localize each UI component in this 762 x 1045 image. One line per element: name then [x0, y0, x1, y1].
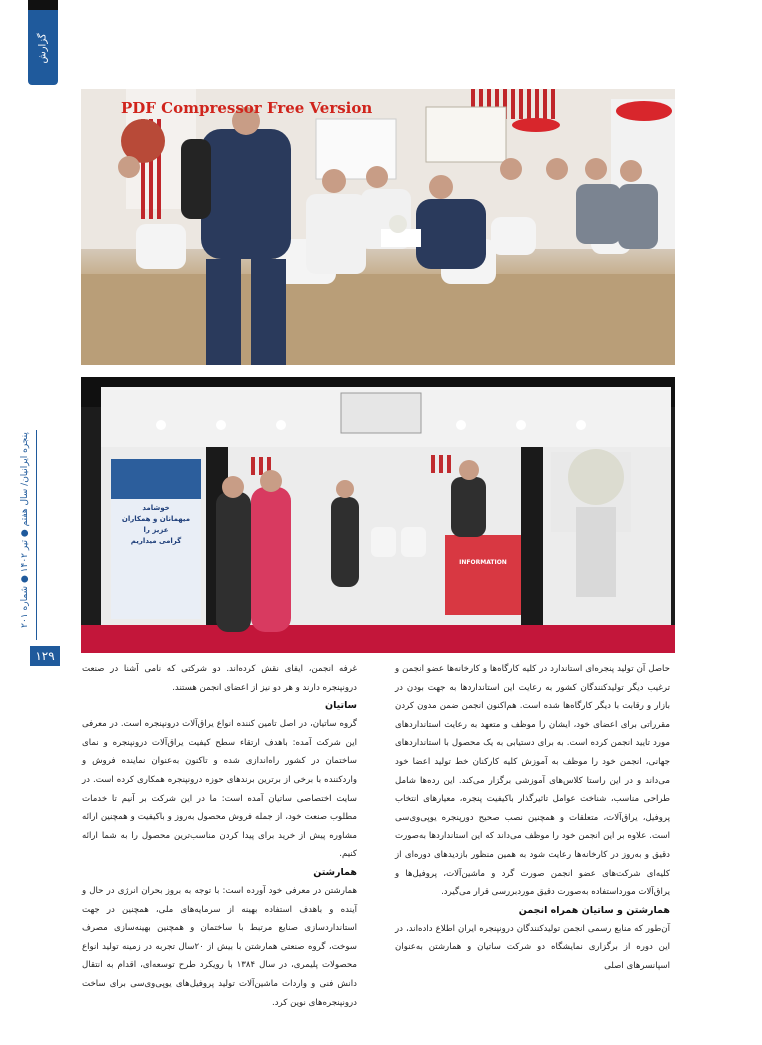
section-tab — [28, 10, 58, 85]
section-tab-label: گزارش — [37, 33, 49, 64]
paragraph: حاصل آن تولید پنجره‌ای استاندارد در کلیه کارگاه‌ها و کارخانه‌ها عضو انجمن و ترغیب دیگر تولیدکنندگان کشور به رعایت این استانداردها به جهت بودن در بازار و رقابت با دیگر کارگاه‌ها شده است. هم‌اکنون انجمن ضمن مدون کردن مقرراتی برای اعضای خود، ایشان را موظف و متعهد به رعایت استانداردهای مورد تایید انجمن کرده است. به برای دستیابی به یک محصول با استانداردهای جهانی، انجمن خود را موظف به آموزش کلیه کارکنان خط تولید اعضا خود می‌داند و در این راستا کلاس‌های آموزشی برگزار می‌کند. این رده‌ها شامل طراحی مناسب، شناخت عوامل تاثیرگذار باکیفیت پنجره، معیارهای انتخاب پروفیل، یراق‌آلات، متعلقات و همچنین نصب صحیح دورپنجره یوپی‌وی‌سی است. علاوه بر این انجمن خود را موظف می‌داند که این استانداردها به‌صورت دقیق و به‌روز در کارخانه‌ها رعایت شود به همین منظور بازدیدهای دوره‌ای از کلیه‌ای شرکت‌های عضو انجمن صورت گرد و ماشین‌آلات، پروفیل‌ها و یراق‌آلات مورداستفاده به‌صورت دقیق موردبررسی قرار می‌گیرد. — [395, 664, 670, 898]
banner-line-3: عزیز را — [143, 526, 169, 534]
banner-line-4: گرامی میداریم — [130, 537, 182, 545]
info-desk-sign: INFORMATION — [459, 559, 507, 566]
section-heading: همارشتن و ساتیان همراه انجمن — [518, 904, 670, 916]
watermark-text: PDF Compressor Free Version — [121, 99, 373, 117]
magazine-side-label — [5, 430, 45, 640]
banner-line-1: خوشامد — [142, 504, 170, 512]
meeting-scene — [81, 89, 675, 365]
section-heading: ساتیان — [324, 700, 357, 712]
exhibition-photo-booth — [81, 377, 675, 653]
welcome-banner — [115, 503, 197, 547]
paragraph: همارشتن در معرفی خود آورده است: با توجه به بروز بحران انرژی در حال و آینده و باهدف استفاده بهینه از سرمایه‌های ملی، همچنین در جهت استانداردسازی صنایع مرتبط با ساختمان و همچنین بهینه‌سازی مصرف سوخت، گروه صنعتی همارشتن با بیش از ۲۰سال تجربه در زمینه تولید انواع محصولات پلیمری، در سال ۱۳۸۴ با رویکرد طرح توسعه‌ای، اقدام به انتقال دانش فنی و واردات ماشین‌آلات تولید پروفیل‌های یوپی‌وی‌سی برای ساخت درونپنجره‌های نوین کرد. — [82, 885, 357, 1008]
article-column-right — [395, 660, 670, 976]
banner-line-2: میهمانان و همکاران — [121, 515, 191, 523]
paragraph: غرفه انجمن، ایفای نقش کرده‌اند. دو شرکتی که نامی آشنا در صنعت درونپنجره دارند و هر دو نیز از اعضای انجمن هستند. — [82, 664, 357, 693]
page-number: ۱۲۹ — [30, 646, 60, 666]
article-column-left — [82, 660, 357, 1012]
exhibition-photo-meeting — [81, 89, 675, 365]
paragraph: آن‌طور که منابع رسمی انجمن تولیدکنندگان درونپنجره ایران اطلاع داده‌اند، در این دوره از برگزاری نمایشگاه دو شرکت ساتیان و همارشتن به‌عنوان اسپانسرهای اصلی — [395, 923, 670, 971]
section-heading: همارشتن — [313, 866, 357, 878]
paragraph: گروه ساتیان، در اصل تامین کننده انواع یراق‌آلات درونپنجره است. در معرفی این شرکت آمده: باهدف ارتقاء سطح کیفیت یراق‌آلات درونپنجره و نمای ساختمان در کشور راه‌اندازی شده و تاکنون به‌عنوان نماینده فروش و واردکننده با برخی از برترین برندهای حوزه درونپنجره همکاری کرده است. در سایت اختصاصی ساتیان آمده است: ما در این شرکت بر آنیم تا خدمات مطلوب صنعت خود، از جمله فروش محصول به‌روز و باکیفیت و همچنین ارائه مشاوره پیش از خرید برای پیدا کردن مناسب‌ترین محصول را به شما ارائه کنیم. — [82, 719, 357, 860]
magazine-line: پنجره ایرانیان/ سال هفتم ● تیر ۱۴۰۲ ● شماره ۲۰۱ — [20, 432, 30, 628]
